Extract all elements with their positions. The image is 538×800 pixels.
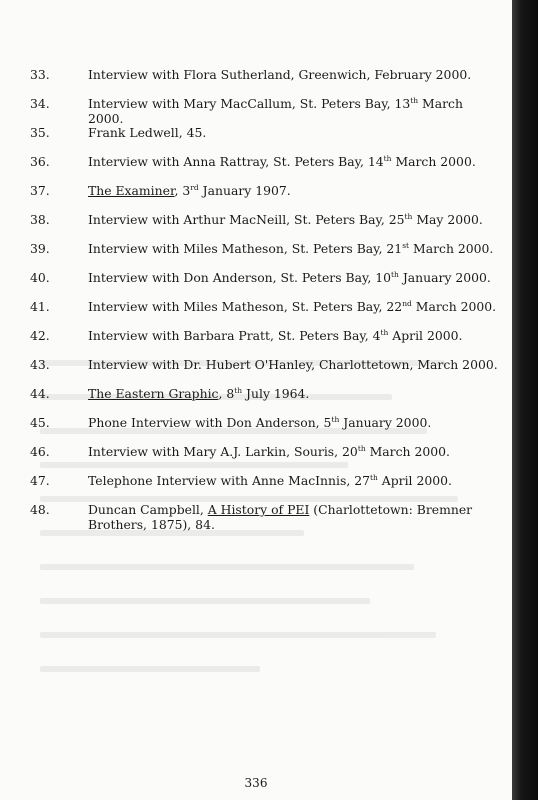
note-number: 40. <box>30 270 50 285</box>
note-text: Interview with Barbara Pratt, St. Peters Bay, 4th April 2000. <box>88 328 463 343</box>
note-46 <box>30 444 500 459</box>
note-number: 44. <box>30 386 50 401</box>
note-number: 33. <box>30 67 50 82</box>
note-number: 42. <box>30 328 50 343</box>
publication-title: The Examiner <box>88 183 175 198</box>
publication-title: The Eastern Graphic <box>88 386 219 401</box>
note-34 <box>30 96 500 126</box>
note-number: 36. <box>30 154 50 169</box>
note-42 <box>30 328 500 343</box>
note-number: 48. <box>30 502 50 517</box>
note-43 <box>30 357 500 372</box>
note-text: Phone Interview with Don Anderson, 5th January 2000. <box>88 415 432 430</box>
note-text: Interview with Arthur MacNeill, St. Peters Bay, 25th May 2000. <box>88 212 483 227</box>
note-number: 41. <box>30 299 50 314</box>
book-title: A History of PEI <box>207 502 310 517</box>
note-33 <box>30 67 500 82</box>
note-39 <box>30 241 500 256</box>
note-text: Duncan Campbell, A History of PEI (Charlottetown: Bremner Brothers, 1875), 84. <box>88 502 473 532</box>
note-text: Interview with Mary A.J. Larkin, Souris, 20th March 2000. <box>88 444 450 459</box>
note-text: Interview with Anna Rattray, St. Peters Bay, 14th March 2000. <box>88 154 476 169</box>
note-text: The Examiner, 3rd January 1907. <box>88 183 291 198</box>
note-number: 46. <box>30 444 50 459</box>
note-text: Telephone Interview with Anne MacInnis, 27th April 2000. <box>88 473 452 488</box>
note-number: 47. <box>30 473 50 488</box>
note-text: Interview with Flora Sutherland, Greenwich, February 2000. <box>88 67 472 82</box>
note-text: Interview with Don Anderson, St. Peters Bay, 10th January 2000. <box>88 270 491 285</box>
note-48 <box>30 502 500 532</box>
note-text: Interview with Miles Matheson, St. Peters Bay, 21st March 2000. <box>88 241 494 256</box>
note-35 <box>30 125 500 140</box>
note-36 <box>30 154 500 169</box>
note-number: 38. <box>30 212 50 227</box>
note-text: Interview with Miles Matheson, St. Peters Bay, 22nd March 2000. <box>88 299 497 314</box>
note-text: Frank Ledwell, 45. <box>88 125 207 140</box>
note-47 <box>30 473 500 488</box>
note-45 <box>30 415 500 430</box>
book-binding-edge <box>512 0 538 800</box>
note-number: 37. <box>30 183 50 198</box>
note-number: 39. <box>30 241 50 256</box>
note-number: 34. <box>30 96 50 111</box>
note-number: 35. <box>30 125 50 140</box>
note-number: 45. <box>30 415 50 430</box>
note-40 <box>30 270 500 285</box>
note-38 <box>30 212 500 227</box>
page-number: 336 <box>244 776 268 790</box>
note-text: Interview with Mary MacCallum, St. Peters Bay, 13th March 2000. <box>88 96 463 126</box>
note-text: The Eastern Graphic, 8th July 1964. <box>88 386 310 401</box>
note-44 <box>30 386 500 401</box>
note-41 <box>30 299 500 314</box>
note-text: Interview with Dr. Hubert O'Hanley, Charlottetown, March 2000. <box>88 357 498 372</box>
note-37 <box>30 183 500 198</box>
note-number: 43. <box>30 357 50 372</box>
